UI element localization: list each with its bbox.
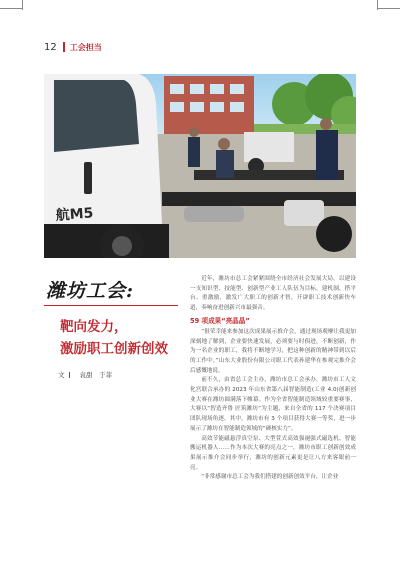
section-label: 工会担当 [69,42,102,52]
crop-mark-top-left-horizontal [0,8,22,9]
crop-mark-top-right-vertical [377,0,378,10]
article-title: 潍坊工会: [46,280,135,302]
body-paragraph-3: 前不久，由省总工会主办，潍坊市总工会承办，潍坊市工人文化宫联合承办的 2023 年山东省第八届智能制造(工业 4.0)创新创业大赛在潍坊圆满落下帷幕。作为全省智能制造领域较重要赛事，大赛以“智造齐鲁 匠筑潍坊”为主题，来自全省的 117 个决赛项目团队现场角逐，其中，潍坊市有 3 个项目获得大赛一等奖，进一步展示了潍坊在智能制造领域的“硬核实力”。 [190,377,356,432]
page-header [44,40,102,54]
body-paragraph-2: “很荣幸能来参加这次成果展示推介会，通过现场观摩让我更加深刻地了解到，企业要快速发展，必须要与时俱进，不断创新，作为一名企业的职工，我将不断地学习，把这种创新的精神带到以后的工作中。”山东大业股份有限公司职工代表孙建华在参观完推介会后感慨地说。 [190,328,356,374]
byline-prefix: 文 [58,371,65,379]
article-body [190,275,356,483]
subtitle-line-1: 靶向发力， [60,319,128,335]
article-photo [44,74,356,258]
header-divider [63,42,65,52]
byline-divider [69,372,70,378]
body-paragraph-4: 高效节能磁悬浮真空泵、大型萱式高效强褪强式磁选机、智能搬运机器人……作为本次大赛的亮点之一，潍坊市职工创新创效成果展示推介会同步举行，潍坊的创新元素更是让八方来客眼前一亮。 [190,435,356,471]
article-subtitle [60,316,180,360]
body-heading-1: 59 项成果“亮晶晶” [190,316,250,325]
truck-badge-text: 航M5 [55,205,94,224]
body-paragraph-1: 近年，潍坊市总工会紧紧围绕全市经济社会发展大局，以建设一支知识型、技能型、创新型产业工人队伍为目标，建机制、搭平台、重激励，激发广大职工的创新才智，开辟职工技术创新快车道，奏响奋进创新兴市最强音。 [190,276,356,312]
byline-authors: 袁甜 于菲 [79,371,112,379]
page-number: 12 [44,41,57,53]
crop-mark-top-left-vertical [22,0,23,10]
body-paragraph-5: “非常感谢市总工会为我们搭建的创新创效平台，让企业 [201,474,339,481]
subtitle-line-2: 激励职工创新创效 [60,341,168,357]
crop-mark-top-right-horizontal [378,8,400,9]
title-rule [44,305,178,306]
byline [58,370,112,379]
